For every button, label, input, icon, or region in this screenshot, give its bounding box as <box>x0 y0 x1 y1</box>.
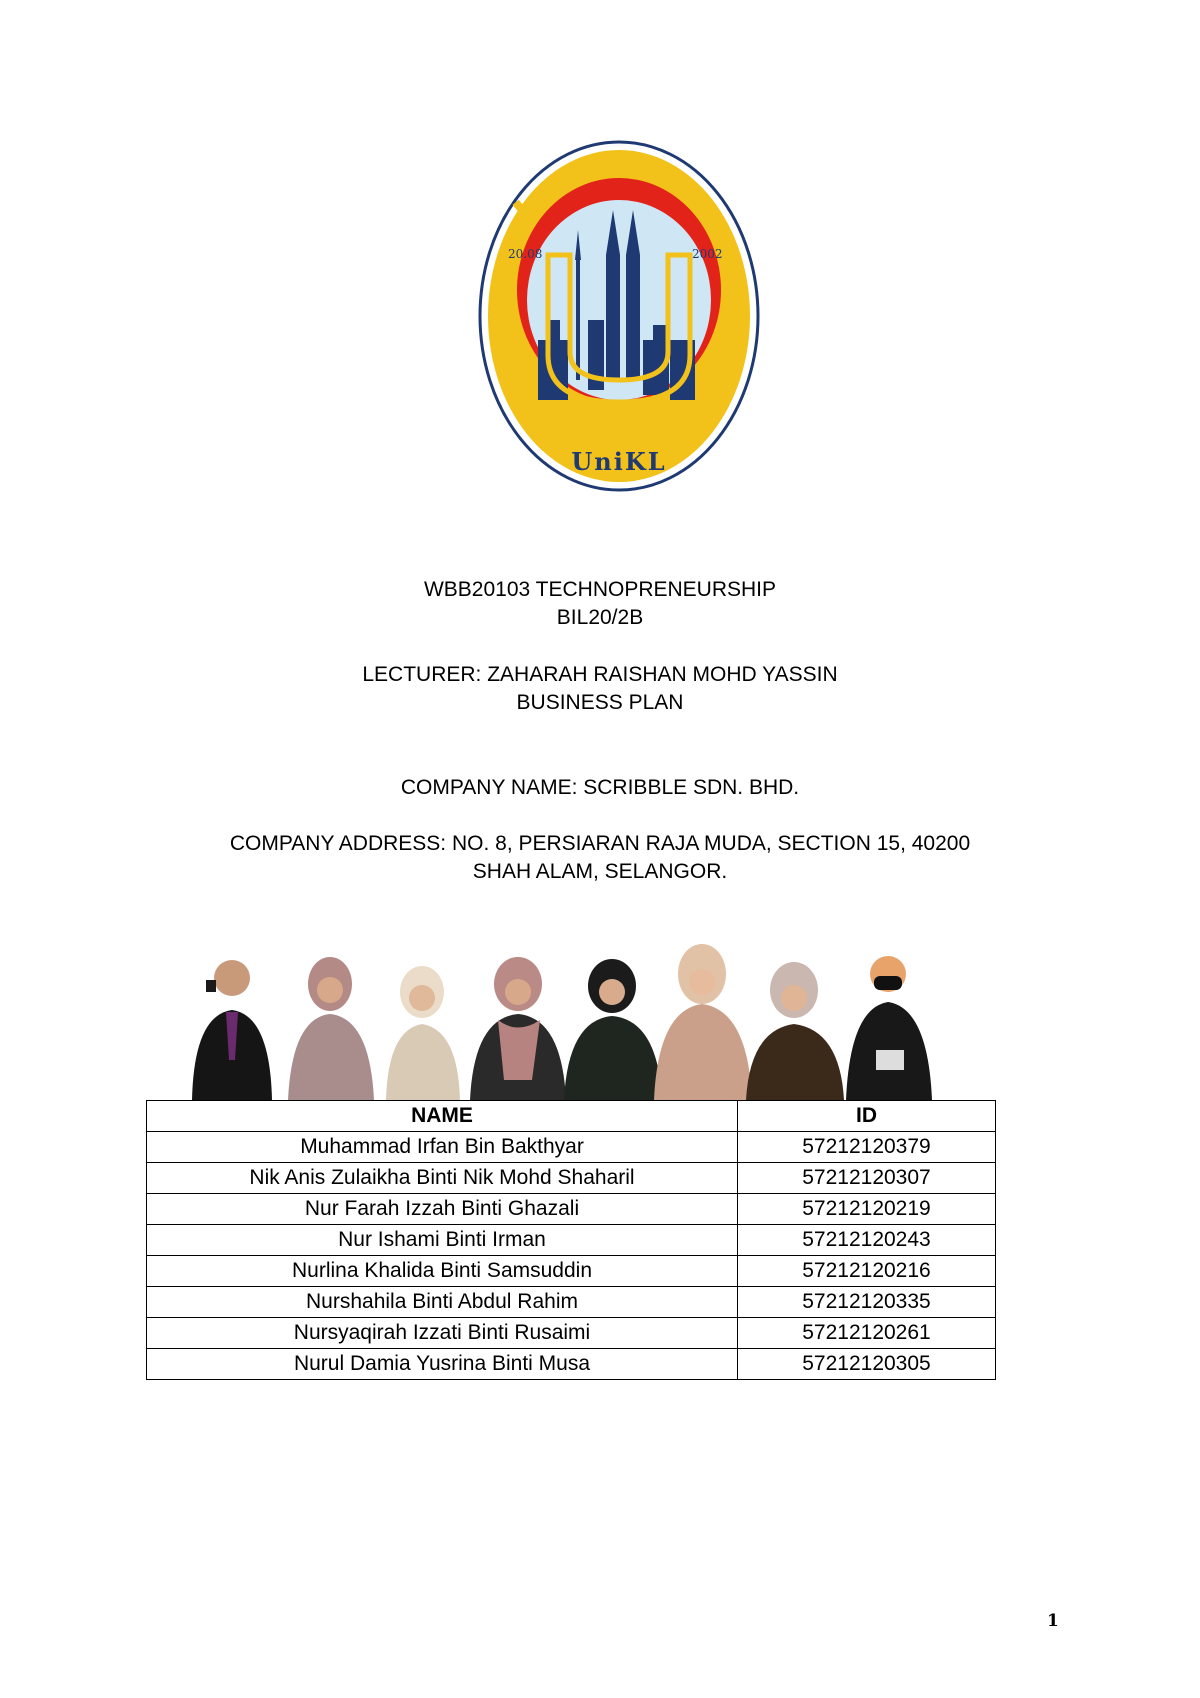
member-id: 57212120335 <box>738 1287 996 1318</box>
member-name: Muhammad Irfan Bin Bakthyar <box>147 1132 738 1163</box>
member-id: 57212120216 <box>738 1256 996 1287</box>
group-photo <box>180 940 1032 1100</box>
table-row <box>147 1256 996 1287</box>
table-row <box>147 1194 996 1225</box>
member-name: Nik Anis Zulaikha Binti Nik Mohd Shaharil <box>147 1163 738 1194</box>
member-name: Nurlina Khalida Binti Samsuddin <box>147 1256 738 1287</box>
column-header-id: ID <box>738 1101 996 1132</box>
member-id: 57212120305 <box>738 1349 996 1380</box>
table-header-row <box>147 1101 996 1132</box>
member-id: 57212120243 <box>738 1225 996 1256</box>
column-header-name: NAME <box>147 1101 738 1132</box>
member-name: Nur Farah Izzah Binti Ghazali <box>147 1194 738 1225</box>
company-address-line2: SHAH ALAM, SELANGOR. <box>472 860 728 883</box>
member-photo-1 <box>192 960 272 1100</box>
member-photo-4 <box>470 957 566 1100</box>
svg-text:2002: 2002 <box>692 247 723 261</box>
lecturer-line: LECTURER: ZAHARAH RAISHAN MOHD YASSIN <box>362 663 838 686</box>
member-photo-3 <box>386 966 460 1100</box>
document-type: BUSINESS PLAN <box>516 691 684 714</box>
member-photo-7 <box>746 962 844 1100</box>
member-photo-5 <box>564 959 662 1100</box>
course-title: WBB20103 TECHNOPRENEURSHIP <box>423 578 777 601</box>
member-name: Nurul Damia Yusrina Binti Musa <box>147 1349 738 1380</box>
members-table <box>146 1100 996 1380</box>
member-photo-2 <box>288 957 374 1100</box>
table-row <box>147 1132 996 1163</box>
member-name: Nurshahila Binti Abdul Rahim <box>147 1287 738 1318</box>
table-row <box>147 1225 996 1256</box>
member-name: Nur Ishami Binti Irman <box>147 1225 738 1256</box>
svg-text:20.08: 20.08 <box>508 247 543 261</box>
company-name: COMPANY NAME: SCRIBBLE SDN. BHD. <box>400 776 800 799</box>
member-id: 57212120307 <box>738 1163 996 1194</box>
table-row <box>147 1287 996 1318</box>
svg-text:UniKL: UniKL <box>571 447 667 476</box>
member-id: 57212120219 <box>738 1194 996 1225</box>
member-name: Nursyaqirah Izzati Binti Rusaimi <box>147 1318 738 1349</box>
member-id: 57212120261 <box>738 1318 996 1349</box>
member-id: 57212120379 <box>738 1132 996 1163</box>
page-number: 1 <box>1047 1611 1059 1631</box>
table-row <box>147 1349 996 1380</box>
university-logo <box>478 140 760 492</box>
table-row <box>147 1163 996 1194</box>
class-group: BIL20/2B <box>556 606 644 629</box>
member-photo-8 <box>846 956 932 1100</box>
company-address-line1: COMPANY ADDRESS: NO. 8, PERSIARAN RAJA MUDA, SECTION 15, 40200 <box>229 832 971 855</box>
member-photo-6 <box>654 944 752 1100</box>
table-row <box>147 1318 996 1349</box>
